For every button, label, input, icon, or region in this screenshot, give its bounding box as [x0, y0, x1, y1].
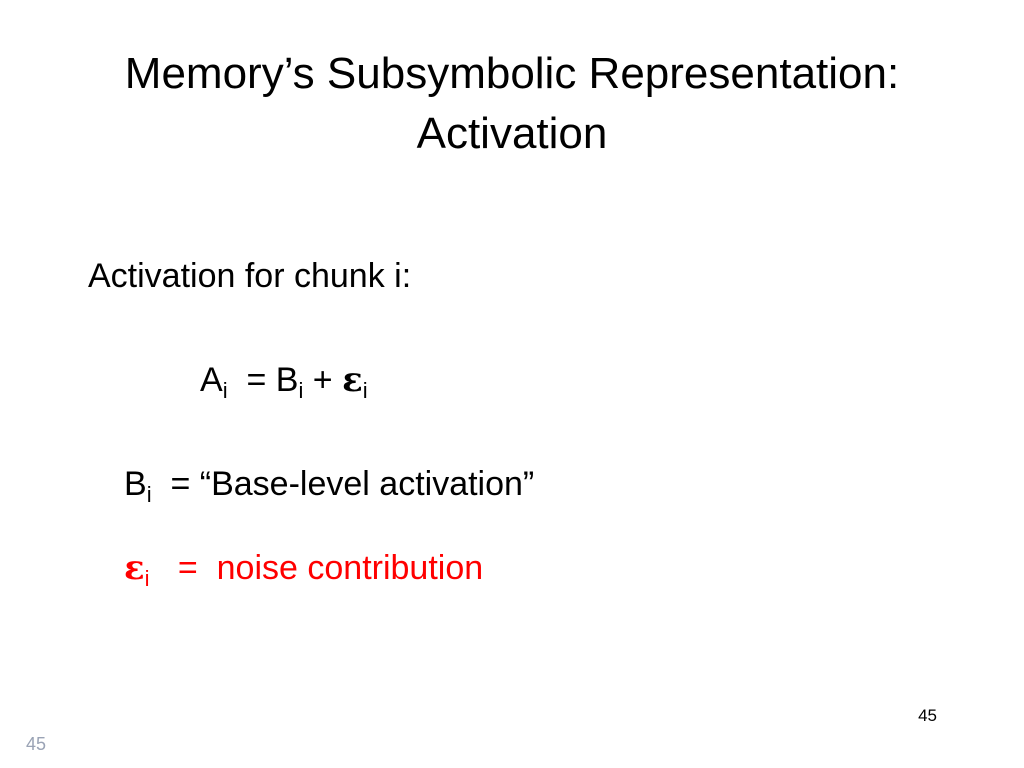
- slide-title: [60, 44, 964, 164]
- equation-lhs: A: [200, 361, 223, 399]
- equation-b-subscript: i: [298, 378, 304, 403]
- equation-lhs-subscript: i: [222, 378, 228, 403]
- noise-symbol: ε: [124, 548, 145, 588]
- subheading: Activation for chunk i:: [88, 257, 412, 295]
- equation-equals-b: = B: [227, 361, 299, 399]
- noise-definition: [124, 546, 483, 590]
- equation-epsilon-subscript: i: [362, 378, 368, 403]
- activation-equation: [200, 358, 368, 402]
- title-line-2: Activation: [416, 109, 608, 158]
- page-number: 45: [918, 706, 937, 725]
- base-definition-text: = “Base-level activation”: [151, 465, 535, 503]
- equation-plus: +: [303, 361, 343, 399]
- base-level-definition: [124, 462, 534, 506]
- base-symbol-subscript: i: [146, 482, 152, 507]
- equation-epsilon: ε: [342, 360, 363, 400]
- title-line-1: Memory’s Subsymbolic Representation:: [124, 49, 900, 98]
- slide-number-footer: 45: [26, 734, 47, 754]
- noise-symbol-subscript: i: [144, 566, 150, 591]
- base-symbol: B: [124, 465, 147, 503]
- noise-definition-text: = noise contribution: [149, 549, 484, 587]
